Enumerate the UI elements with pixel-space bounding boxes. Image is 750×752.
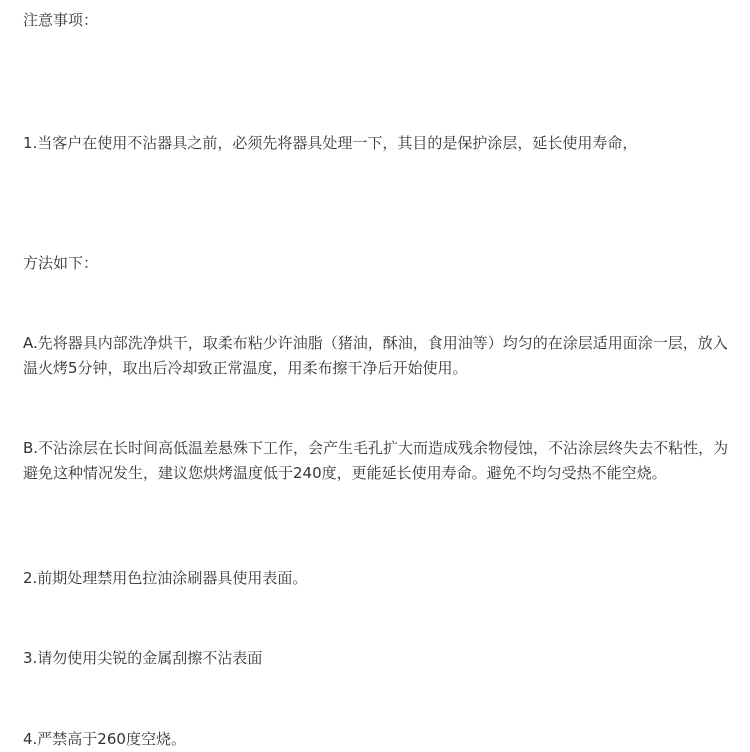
- notice-heading: 注意事项：: [23, 11, 99, 29]
- method-step-a: A.先将器具内部洗净烘干，取柔布粘少许油脂（猪油，酥油，食用油等）均匀的在涂层适用面涂一层，放入温火烤5分钟，取出后冷却致正常温度，用柔布擦干净后开始使用。: [23, 334, 728, 377]
- instruction-item-1: 1.当客户在使用不沾器具之前，必须先将器具处理一下，其目的是保护涂层，延长使用寿命，: [23, 134, 638, 152]
- instruction-item-4: 4.严禁高于260度空烧。: [23, 730, 186, 748]
- instruction-item-3: 3.请勿使用尖锐的金属刮擦不沾表面: [23, 649, 263, 667]
- method-step-b: B.不沾涂层在长时间高低温差悬殊下工作，会产生毛孔扩大而造成残余物侵蚀，不沾涂层终失去不粘性，为避免这种情况发生，建议您烘烤温度低于240度，更能延长使用寿命。避免不均匀受热不能空烧。: [23, 439, 729, 482]
- method-label: 方法如下：: [23, 254, 99, 272]
- instruction-item-2: 2.前期处理禁用色拉油涂刷器具使用表面。: [23, 569, 308, 587]
